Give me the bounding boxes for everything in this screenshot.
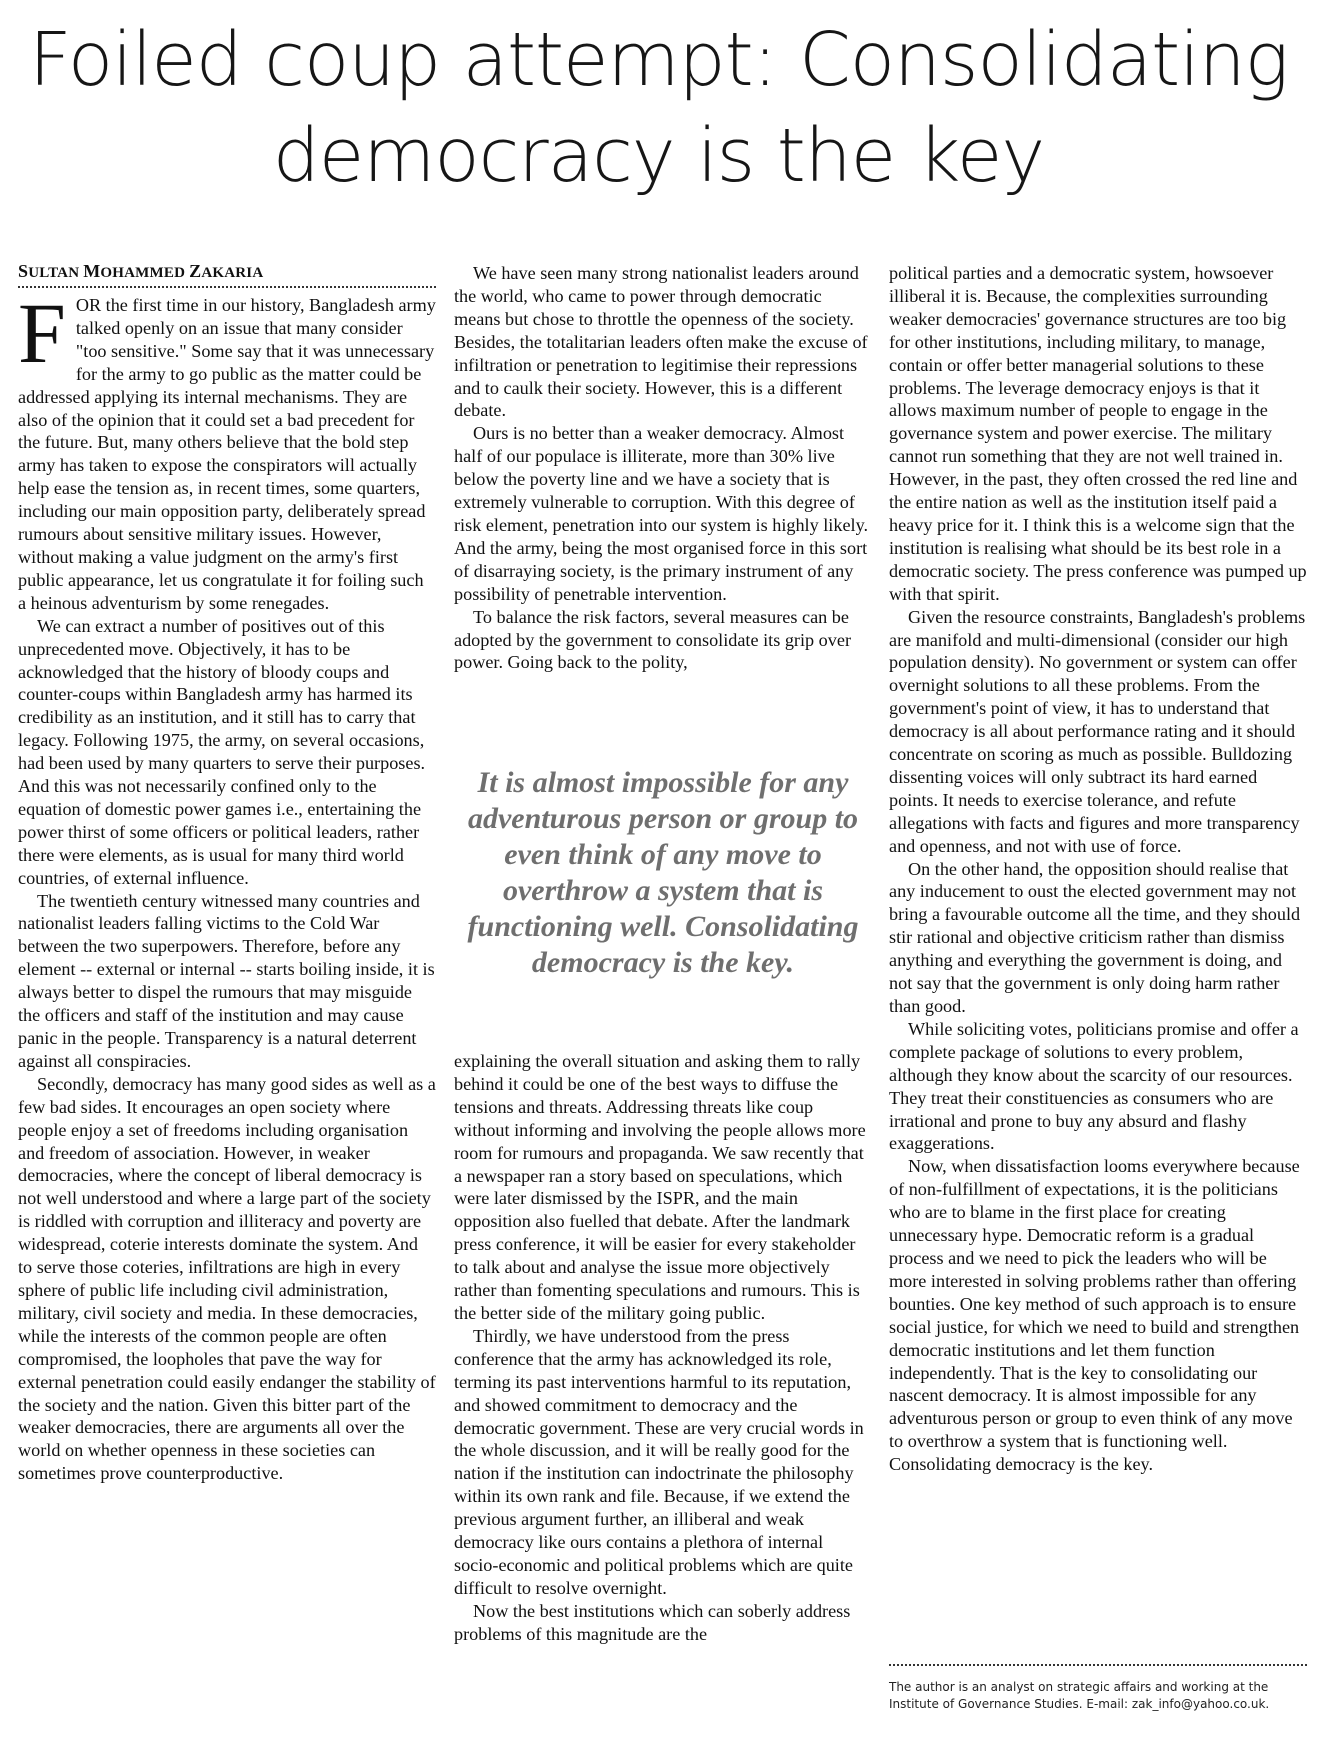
- paragraph: Secondly, democracy has many good sides as well as a few bad sides. It encourages an open society where people enjoy a set of freedoms including organisation and freedom of association. However, in weaker democracies, where the concept of liberal democracy is not well understood and where a large part of the society is riddled with corruption and illiteracy and poverty are widespread, coterie interests dominate the system. And to serve those coteries, infiltrations are high in every sphere of public life including civil administration, military, civil society and media. In these democracies, while the interests of the common people are often compromised, the loopholes that pave the way for external penetration could easily endanger the stability of the society and the nation. Given this bitter part of the weaker democracies, there are arguments all over the world on whether openness in these societies can sometimes prove counterproductive.: [18, 1073, 436, 1484]
- paragraph: To balance the risk factors, several measures can be adopted by the government to consolidate its grip over power. Going back to the polity,: [454, 606, 851, 673]
- author-note: [889, 1664, 1307, 1713]
- column-2-top: [454, 262, 872, 674]
- paragraph: political parties and a democratic system, howsoever illiberal it is. Because, the complexities surrounding weaker democracies' governance structures are too big for other institutions, including military, to manage, contain or offer better managerial solutions to these problems. The leverage democracy enjoys is that it allows maximum number of people to engage in the governance system and power exercise. The military cannot run something that they are not well trained in. However, in the past, they often crossed the red line and the entire nation as well as the institution itself paid a heavy price for it. I think this is a welcome sign that the institution is realising what should be its best role in a democratic society. The press conference was pumped up with that spirit.: [889, 263, 1307, 604]
- byline: SULTAN MOHAMMED ZAKARIA: [18, 262, 436, 288]
- headline-text: [0, 12, 1317, 204]
- column-3: [889, 262, 1307, 1476]
- headline-line-1: Foiled coup attempt: Consolidating: [28, 17, 1289, 103]
- headline: [0, 12, 1317, 204]
- headline-line-2: democracy is the key: [272, 113, 1045, 199]
- drop-cap: F: [18, 285, 66, 381]
- paragraph: Now the best institutions which can soberly address problems of this magnitude are the: [454, 1600, 851, 1644]
- author-note-line-2: Institute of Governance Studies. E-mail: zak_info@yahoo.co.uk.: [889, 1697, 1270, 1711]
- paragraph: Thirdly, we have understood from the press conference that the army has acknowledged its role, terming its past interventions harmful to its reputation, and showed commitment to democracy and the democratic government. These are very crucial words in the whole discussion, and it will be really good for the nation if the institution can indoctrinate the philosophy within its own rank and file. Because, if we extend the previous argument further, an illiberal and weak democracy like ours contains a plethora of internal socio-economic and political problems which are quite difficult to resolve overnight.: [454, 1325, 864, 1598]
- pull-quote: It is almost impossible for any adventurous person or group to even think of any move to overthrow a system that is functioning well. Consolidating democracy is the key.: [467, 766, 859, 979]
- paragraph: On the other hand, the opposition should realise that any inducement to oust the elected government may not bring a favourable outcome all the time, and they should stir rational and objective criticism rather than dismiss anything and everything the government is doing, and not say that the government is only doing harm rather than good.: [889, 858, 1301, 1016]
- paragraph: Given the resource constraints, Bangladesh's problems are manifold and multi-dimensional (consider our high population density). No government or system can offer overnight solutions to all these problems. From the government's point of view, it has to understand that democracy is all about performance rating and it should concentrate on scoring as much as possible. Bulldozing dissenting voices will only subtract its hard earned points. It needs to exercise tolerance, and refute allegations with facts and figures and more transparency and openness, and not with use of force.: [889, 606, 1306, 856]
- paragraph: Now, when dissatisfaction looms everywhere because of non-fulfillment of expectations, it is the politicians who are to blame in the first place for creating unnecessary hype. Democratic reform is a gradual process and we need to pick the leaders who will be more interested in solving problems rather than offering bounties. One key method of such approach is to ensure social justice, for which we need to build and strengthen democratic institutions and let them function independently. That is the key to consolidating our nascent democracy. It is almost impossible for any adventurous person or group to even think of any move to overthrow a system that is functioning well. Consolidating democracy is the key.: [889, 1156, 1300, 1475]
- paragraph: The twentieth century witnessed many countries and nationalist leaders falling victims to the Cold War between the two superpowers. Therefore, before any element -- external or internal -- starts boiling inside, it is always better to dispel the rumours that may misguide the officers and staff of the institution and may cause panic in the people. Transparency is a natural deterrent against all conspiracies.: [18, 890, 435, 1071]
- author-note-line-1: The author is an analyst on strategic affairs and working at the: [889, 1680, 1269, 1694]
- column-1: [18, 262, 436, 1485]
- column-2-bottom: [454, 1050, 872, 1646]
- paragraph: Ours is no better than a weaker democracy. Almost half of our populace is illiterate, more than 30% live below the poverty line and we have a society that is extremely vulnerable to corruption. With this degree of risk element, penetration into our system is highly likely. And the army, being the most organised force in this sort of disarraying society, is the primary instrument of any possibility of penetrable intervention.: [454, 423, 869, 604]
- paragraph: We have seen many strong nationalist leaders around the world, who came to power through democratic means but chose to throttle the openness of the society. Besides, the totalitarian leaders often make the excuse of infiltration or penetration to legitimise their repressions and to caulk their society. However, this is a different debate.: [454, 263, 868, 421]
- paragraph: We can extract a number of positives out of this unprecedented move. Objectively, it has to be acknowledged that the history of bloody coups and counter-coups within Bangladesh army has harmed its credibility as an institution, and it still has to carry that legacy. Following 1975, the army, on several occasions, had been used by many quarters to serve their purposes. And this was not necessarily confined only to the equation of domestic power games i.e., entertaining the power thirst of some officers or political leaders, rather there were elements, as is usual for many third world countries, of external influence.: [18, 615, 426, 888]
- paragraph: explaining the overall situation and asking them to rally behind it could be one of the best ways to diffuse the tensions and threats. Addressing threats like coup without informing and involving the people allows more room for rumours and propaganda. We saw recently that a newspaper ran a story based on speculations, which were later dismissed by the ISPR, and the main opposition also fuelled that debate. After the landmark press conference, it will be easier for every stakeholder to talk about and analyse the issue more objectively rather than fomenting speculations and rumours. This is the better side of the military going public.: [454, 1051, 866, 1323]
- paragraph: While soliciting votes, politicians promise and offer a complete package of solutions to every problem, although they know about the scarcity of our resources. They treat their constituencies as consumers who are irrational and prone to buy any absurd and flashy exaggerations.: [889, 1018, 1299, 1154]
- paragraph: FOR the first time in our history, Bangladesh army talked openly on an issue that many consider "too sensitive." Some say that it was unnecessary for the army to go public as the matter could be addressed applying its internal mechanisms. They are also of the opinion that it could set a bad precedent for the future. But, many others believe that the bold step army has taken to expose the conspirators will actually help ease the tension as, in recent times, some quarters, including our main opposition party, deliberately spread rumours about sensitive military issues. However, without making a value judgment on the army's first public appearance, let us congratulate it for foiling such a heinous adventurism by some renegades.: [18, 285, 436, 613]
